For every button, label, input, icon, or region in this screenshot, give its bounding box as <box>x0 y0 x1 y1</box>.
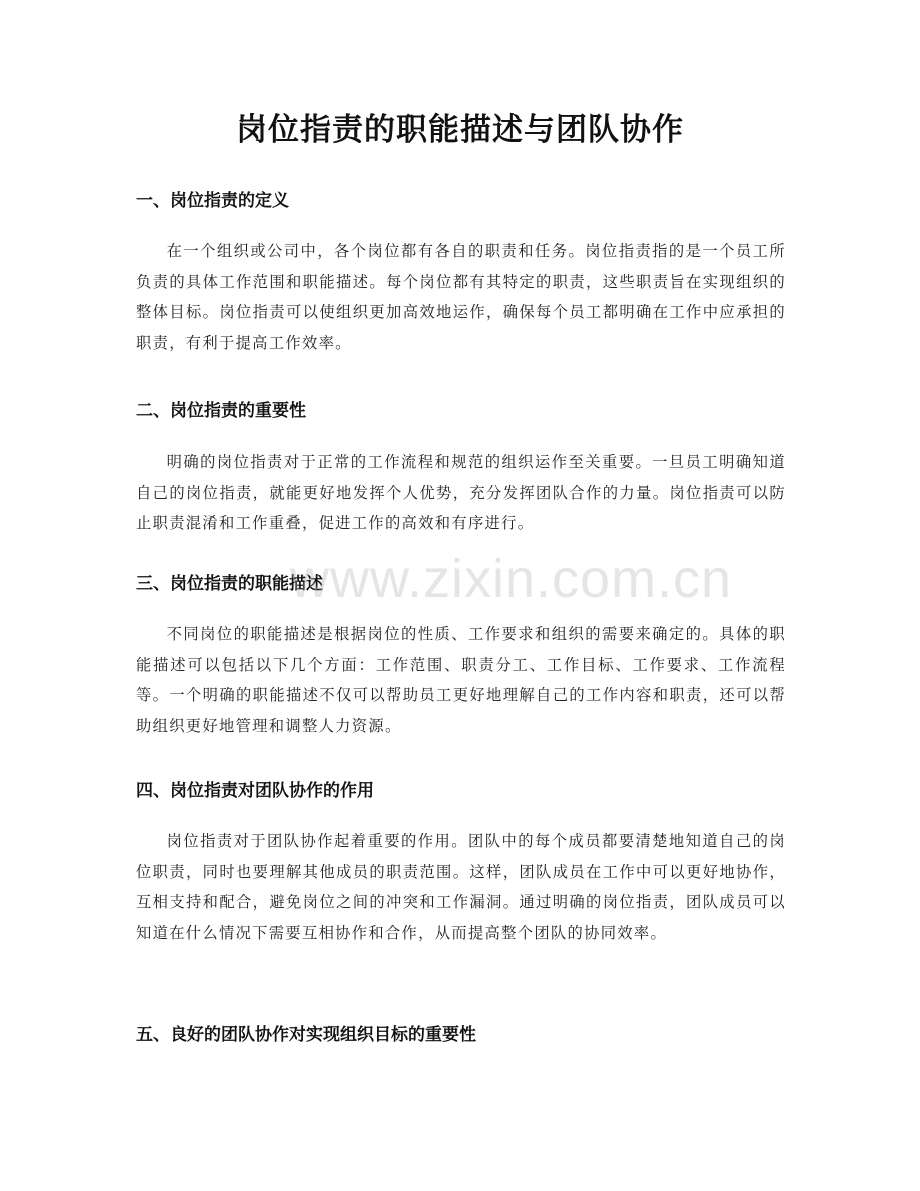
section-heading-3: 三、岗位指责的职能描述 <box>136 574 323 594</box>
section-paragraph-3: 不同岗位的职能描述是根据岗位的性质、工作要求和组织的需要来确定的。具体的职能描述可以包括以下几个方面：工作范围、职责分工、工作目标、工作要求、工作流程等。一个明确的职能描述不仅可以帮助员工更好地理解自己的工作内容和职责，还可以帮助组织更好地管理和调整人力资源。 <box>136 625 786 735</box>
section-paragraph-1: 在一个组织或公司中，各个岗位都有各自的职责和任务。岗位指责指的是一个员工所负责的具体工作范围和职能描述。每个岗位都有其特定的职责，这些职责旨在实现组织的整体目标。岗位指责可以使组织更加高效地运作，确保每个员工都明确在工作中应承担的职责，有利于提高工作效率。 <box>136 242 786 352</box>
section-paragraph-4: 岗位指责对于团队协作起着重要的作用。团队中的每个成员都要清楚地知道自己的岗位职责，同时也要理解其他成员的职责范围。这样，团队成员在工作中可以更好地协作，互相支持和配合，避免岗位之间的冲突和工作漏洞。通过明确的岗位指责，团队成员可以知道在什么情况下需要互相协作和合作，从而提高整个团队的协同效率。 <box>136 832 786 942</box>
section-heading-1: 一、岗位指责的定义 <box>136 191 289 211</box>
section-heading-4: 四、岗位指责对团队协作的作用 <box>136 781 374 801</box>
section-heading-2: 二、岗位指责的重要性 <box>136 401 306 421</box>
section-heading-5: 五、良好的团队协作对实现组织目标的重要性 <box>136 1025 476 1045</box>
watermark-text: www.zixin.com.cn <box>290 549 733 609</box>
page-title: 岗位指责的职能描述与团队协作 <box>236 112 684 148</box>
section-paragraph-2: 明确的岗位指责对于正常的工作流程和规范的组织运作至关重要。一旦员工明确知道自己的岗位指责，就能更好地发挥个人优势，充分发挥团队合作的力量。岗位指责可以防止职责混淆和工作重叠，促进工作的高效和有序进行。 <box>136 453 786 533</box>
